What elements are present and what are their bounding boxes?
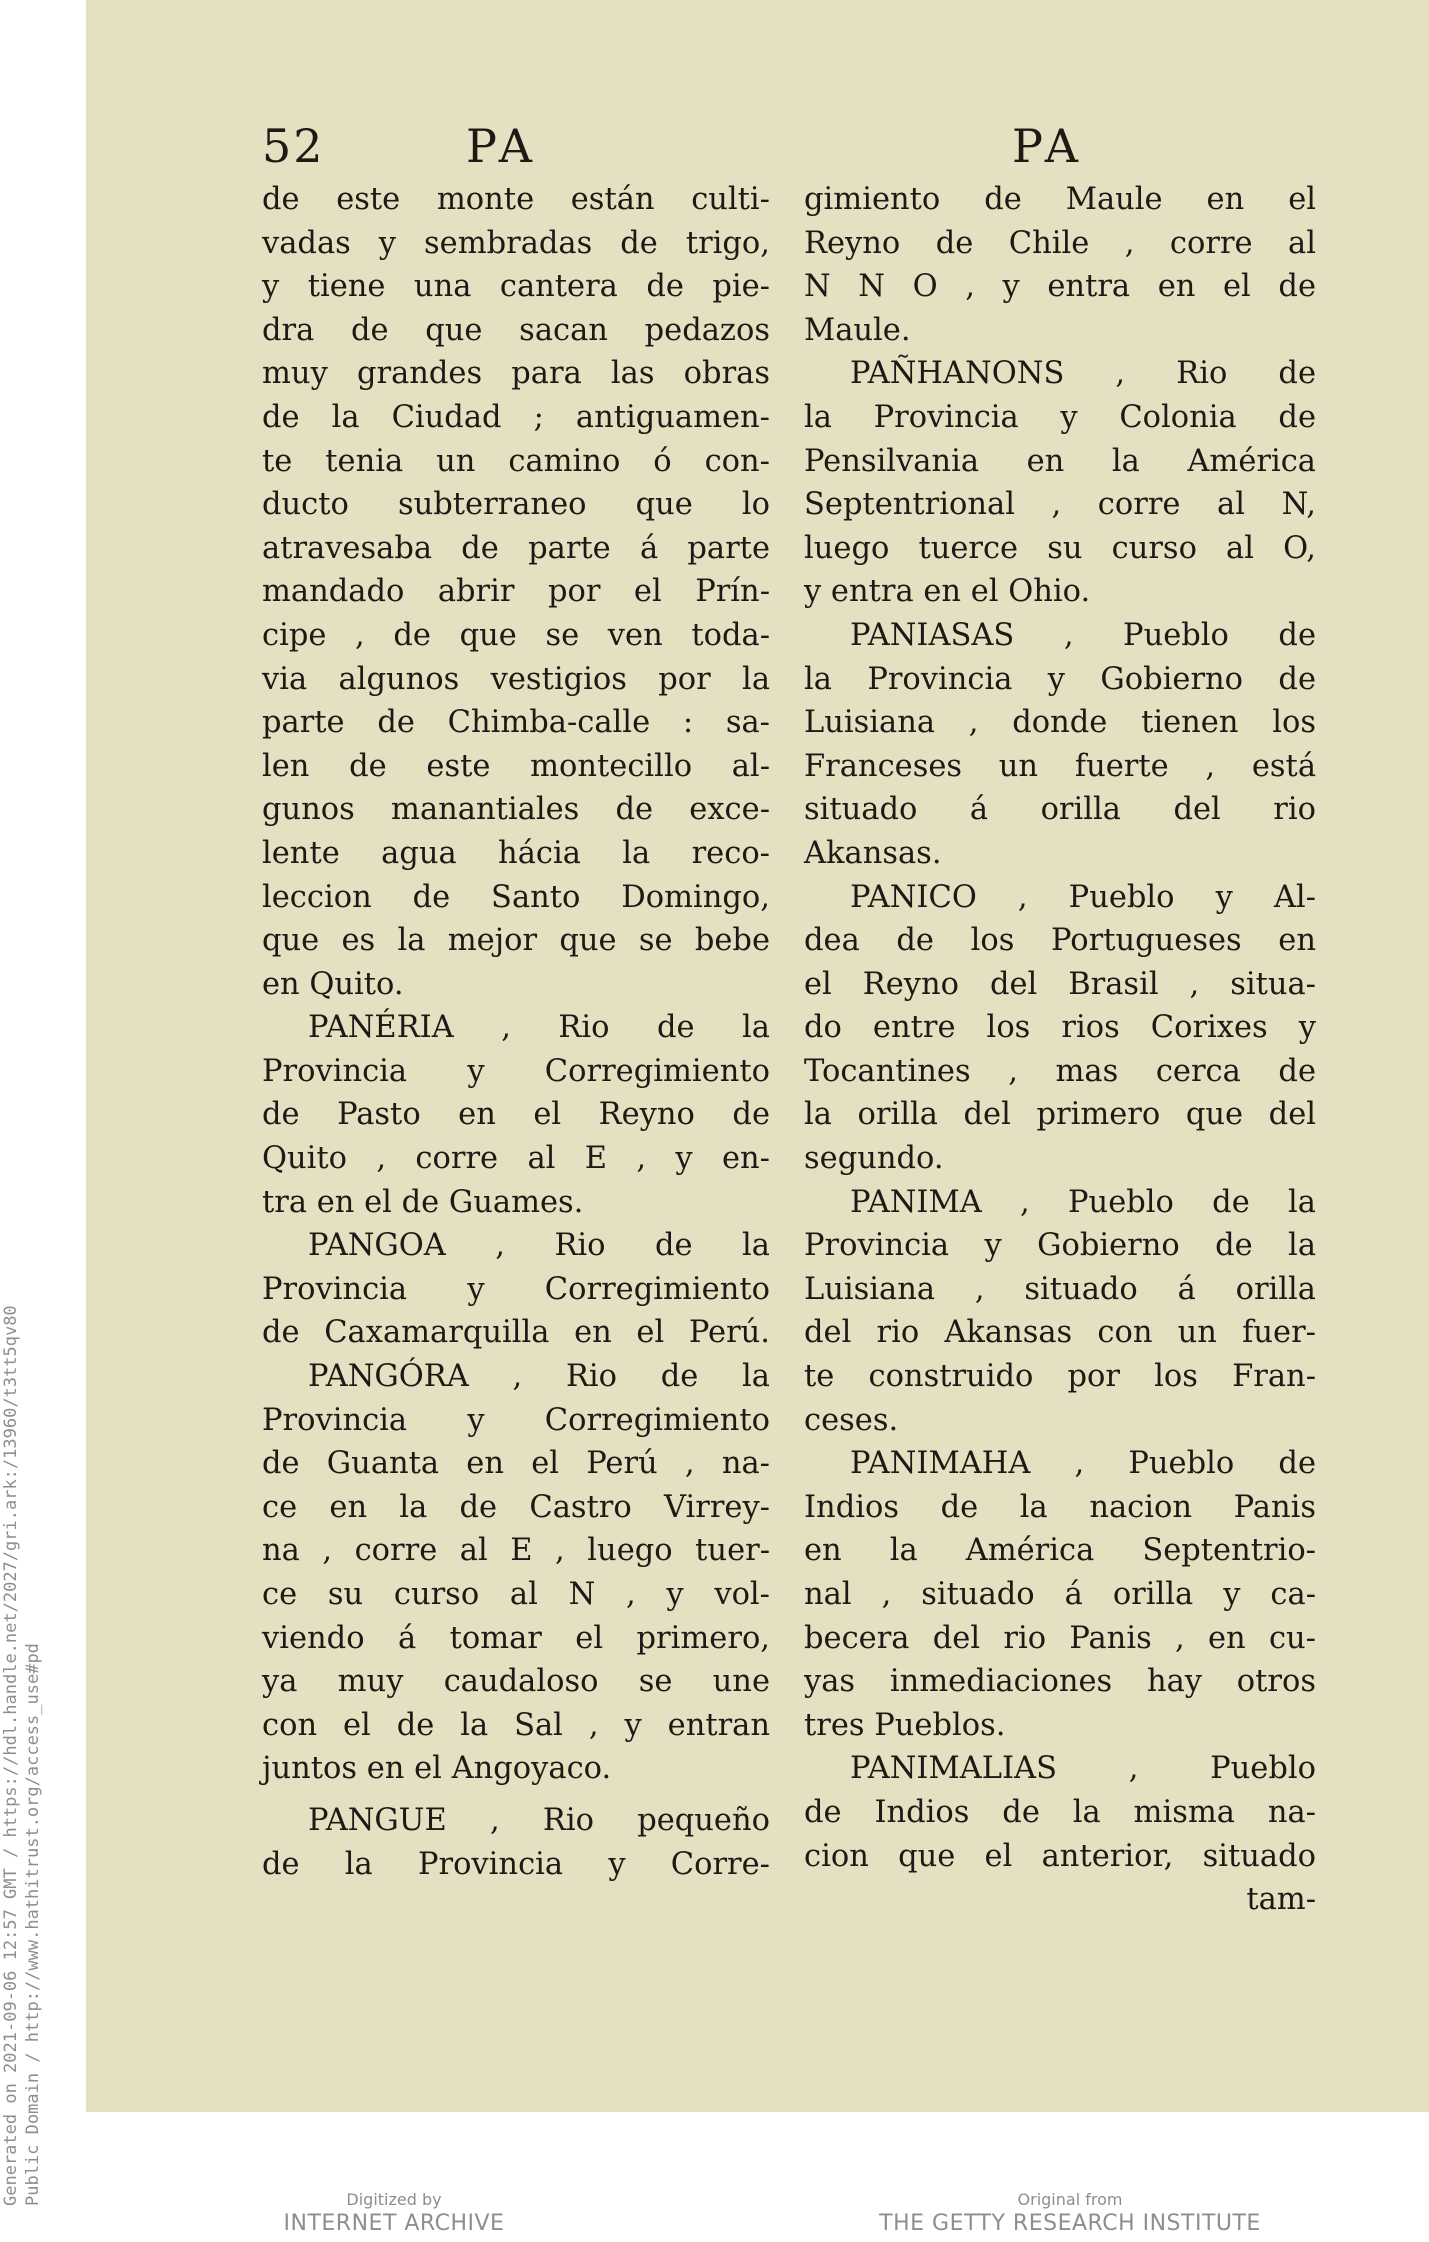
text-line: na , corre al E , luego tuer- (262, 1533, 770, 1569)
text-line: de Caxamarquilla en el Perú. (262, 1315, 770, 1351)
stamp-line-generated: Generated on 2021-09-06 12:57 GMT / https://hdl.handle.net/2027/gri.ark:/13960/t3tt5qv80 (1, 1305, 21, 2206)
text-line: Reyno de Chile , corre al (804, 225, 1316, 261)
text-line: en Quito. (262, 966, 404, 1002)
entry-heading-pangue: PANGUE , Rio pequeño (308, 1802, 770, 1838)
entry-heading-panimalias: PANIMALIAS , Pueblo (850, 1751, 1316, 1787)
text-line: la orilla del primero que del (804, 1097, 1316, 1133)
text-line: juntos en el Angoyaco. (262, 1751, 612, 1787)
running-head-right: PA (1012, 119, 1084, 173)
text-line: en la América Septentrio- (804, 1533, 1316, 1569)
text-line: atravesaba de parte á parte (262, 530, 770, 566)
text-line: Provincia y Corregimiento (262, 1271, 770, 1307)
text-line: ducto subterraneo que lo (262, 487, 770, 523)
running-head-left: PA (466, 119, 538, 173)
text-line: de la Provincia y Corre- (262, 1846, 770, 1882)
text-line: el Reyno del Brasil , situa- (804, 966, 1316, 1002)
text-line: situado á orilla del rio (804, 792, 1316, 828)
digitized-by-credit (224, 2190, 564, 2238)
text-line: cion que el anterior, situado (804, 1838, 1316, 1874)
entry-heading-panimaha: PANIMAHA , Pueblo de (850, 1446, 1316, 1482)
text-line: te tenia un camino ó con- (262, 443, 770, 479)
text-line: nal , situado á orilla y ca- (804, 1577, 1316, 1612)
text-line: len de este montecillo al- (262, 748, 770, 784)
text-line: y tiene una cantera de pie- (262, 269, 770, 305)
text-line: Luisiana , donde tienen los (804, 705, 1316, 741)
text-line: leccion de Santo Domingo, (262, 879, 770, 915)
text-line: te construido por los Fran- (804, 1359, 1316, 1395)
text-line: de Pasto en el Reyno de (262, 1097, 770, 1133)
text-line: Tocantines , mas cerca de (804, 1053, 1316, 1089)
stamp-text (0, 1305, 44, 2206)
original-from-label: Original from (1017, 2190, 1123, 2209)
getty-institute-label: THE GETTY RESEARCH INSTITUTE (879, 2211, 1261, 2236)
text-line: gimiento de Maule en el (804, 182, 1316, 217)
text-line: N N O , y entra en el de (804, 269, 1316, 305)
text-line: ceses. (804, 1402, 899, 1438)
text-line: viendo á tomar el primero, (262, 1620, 770, 1656)
entry-heading-panico: PANICO , Pueblo y Al- (850, 879, 1316, 915)
text-line: Franceses un fuerte , está (804, 748, 1316, 784)
text-line: de la Ciudad ; antiguamen- (262, 399, 770, 435)
text-line: Provincia y Gobierno de la (804, 1228, 1316, 1264)
text-line: muy grandes para las obras (262, 356, 770, 392)
text-line: del rio Akansas con un fuer- (804, 1315, 1316, 1351)
page-number: 52 (262, 119, 325, 173)
text-line: lente agua hácia la reco- (262, 835, 770, 871)
text-line: becera del rio Panis , en cu- (804, 1620, 1316, 1656)
text-line: mandado abrir por el Prín- (262, 574, 770, 610)
text-line: de este monte están culti- (262, 182, 770, 217)
text-line: que es la mejor que se bebe (262, 923, 770, 959)
text-line: y entra en el Ohio. (804, 574, 1091, 610)
text-line: la Provincia y Gobierno de (804, 661, 1316, 697)
text-line: luego tuerce su curso al O, (804, 530, 1316, 566)
text-line: Pensilvania en la América (804, 443, 1316, 479)
entry-heading-panima: PANIMA , Pueblo de la (850, 1184, 1316, 1220)
text-line: segundo. (804, 1141, 944, 1177)
entry-heading-pangora: PANGÓRA , Rio de la (308, 1359, 770, 1395)
text-line: ce en la de Castro Virrey- (262, 1489, 770, 1525)
text-line: la Provincia y Colonia de (804, 399, 1316, 435)
text-line: yas inmediaciones hay otros (804, 1664, 1316, 1700)
text-line: Provincia y Corregimiento (262, 1402, 770, 1438)
entry-heading-panhanons: PAÑHANONS , Rio de (850, 356, 1316, 392)
text-line: de Indios de la misma na- (804, 1794, 1316, 1830)
catchword: tam- (1246, 1882, 1316, 1918)
text-line: dra de que sacan pedazos (262, 312, 770, 348)
text-line: Luisiana , situado á orilla (804, 1271, 1316, 1307)
text-line: parte de Chimba-calle : sa- (262, 705, 770, 741)
hathitrust-stamp (0, 0, 86, 2242)
text-line: cipe , de que se ven toda- (262, 617, 770, 653)
text-line: Septentrional , corre al N, (804, 487, 1316, 523)
text-line: gunos manantiales de exce- (262, 792, 770, 828)
text-line: ya muy caudaloso se une (262, 1664, 770, 1700)
internet-archive-label: INTERNET ARCHIVE (283, 2211, 505, 2236)
digitized-by-label: Digitized by (346, 2190, 442, 2209)
text-line: ce su curso al N , y vol- (262, 1577, 770, 1612)
text-line: Akansas. (804, 835, 942, 871)
text-line: Maule. (804, 312, 911, 348)
text-line: Provincia y Corregimiento (262, 1053, 770, 1089)
entry-heading-pangoa: PANGOA , Rio de la (308, 1228, 770, 1264)
left-column (262, 178, 770, 1886)
text-line: tra en el de Guames. (262, 1184, 584, 1220)
stamp-line-license: Public Domain / http://www.hathitrust.org/access_use#pd (23, 1643, 43, 2206)
original-from-credit (870, 2190, 1270, 2238)
text-line: via algunos vestigios por la (262, 661, 770, 697)
entry-heading-paniasas: PANIASAS , Pueblo de (850, 617, 1316, 653)
text-line: tres Pueblos. (804, 1707, 1006, 1743)
text-line: dea de los Portugueses en (804, 923, 1316, 959)
entry-heading-paneria: PANÉRIA , Rio de la (308, 1010, 770, 1046)
text-line: con el de la Sal , y entran (262, 1707, 770, 1743)
text-line: vadas y sembradas de trigo, (262, 225, 770, 261)
text-line: Indios de la nacion Panis (804, 1489, 1316, 1525)
text-line: do entre los rios Corixes y (804, 1010, 1316, 1046)
text-line: Quito , corre al E , y en- (262, 1141, 770, 1177)
text-line: de Guanta en el Perú , na- (262, 1446, 770, 1482)
right-column (804, 178, 1316, 1922)
